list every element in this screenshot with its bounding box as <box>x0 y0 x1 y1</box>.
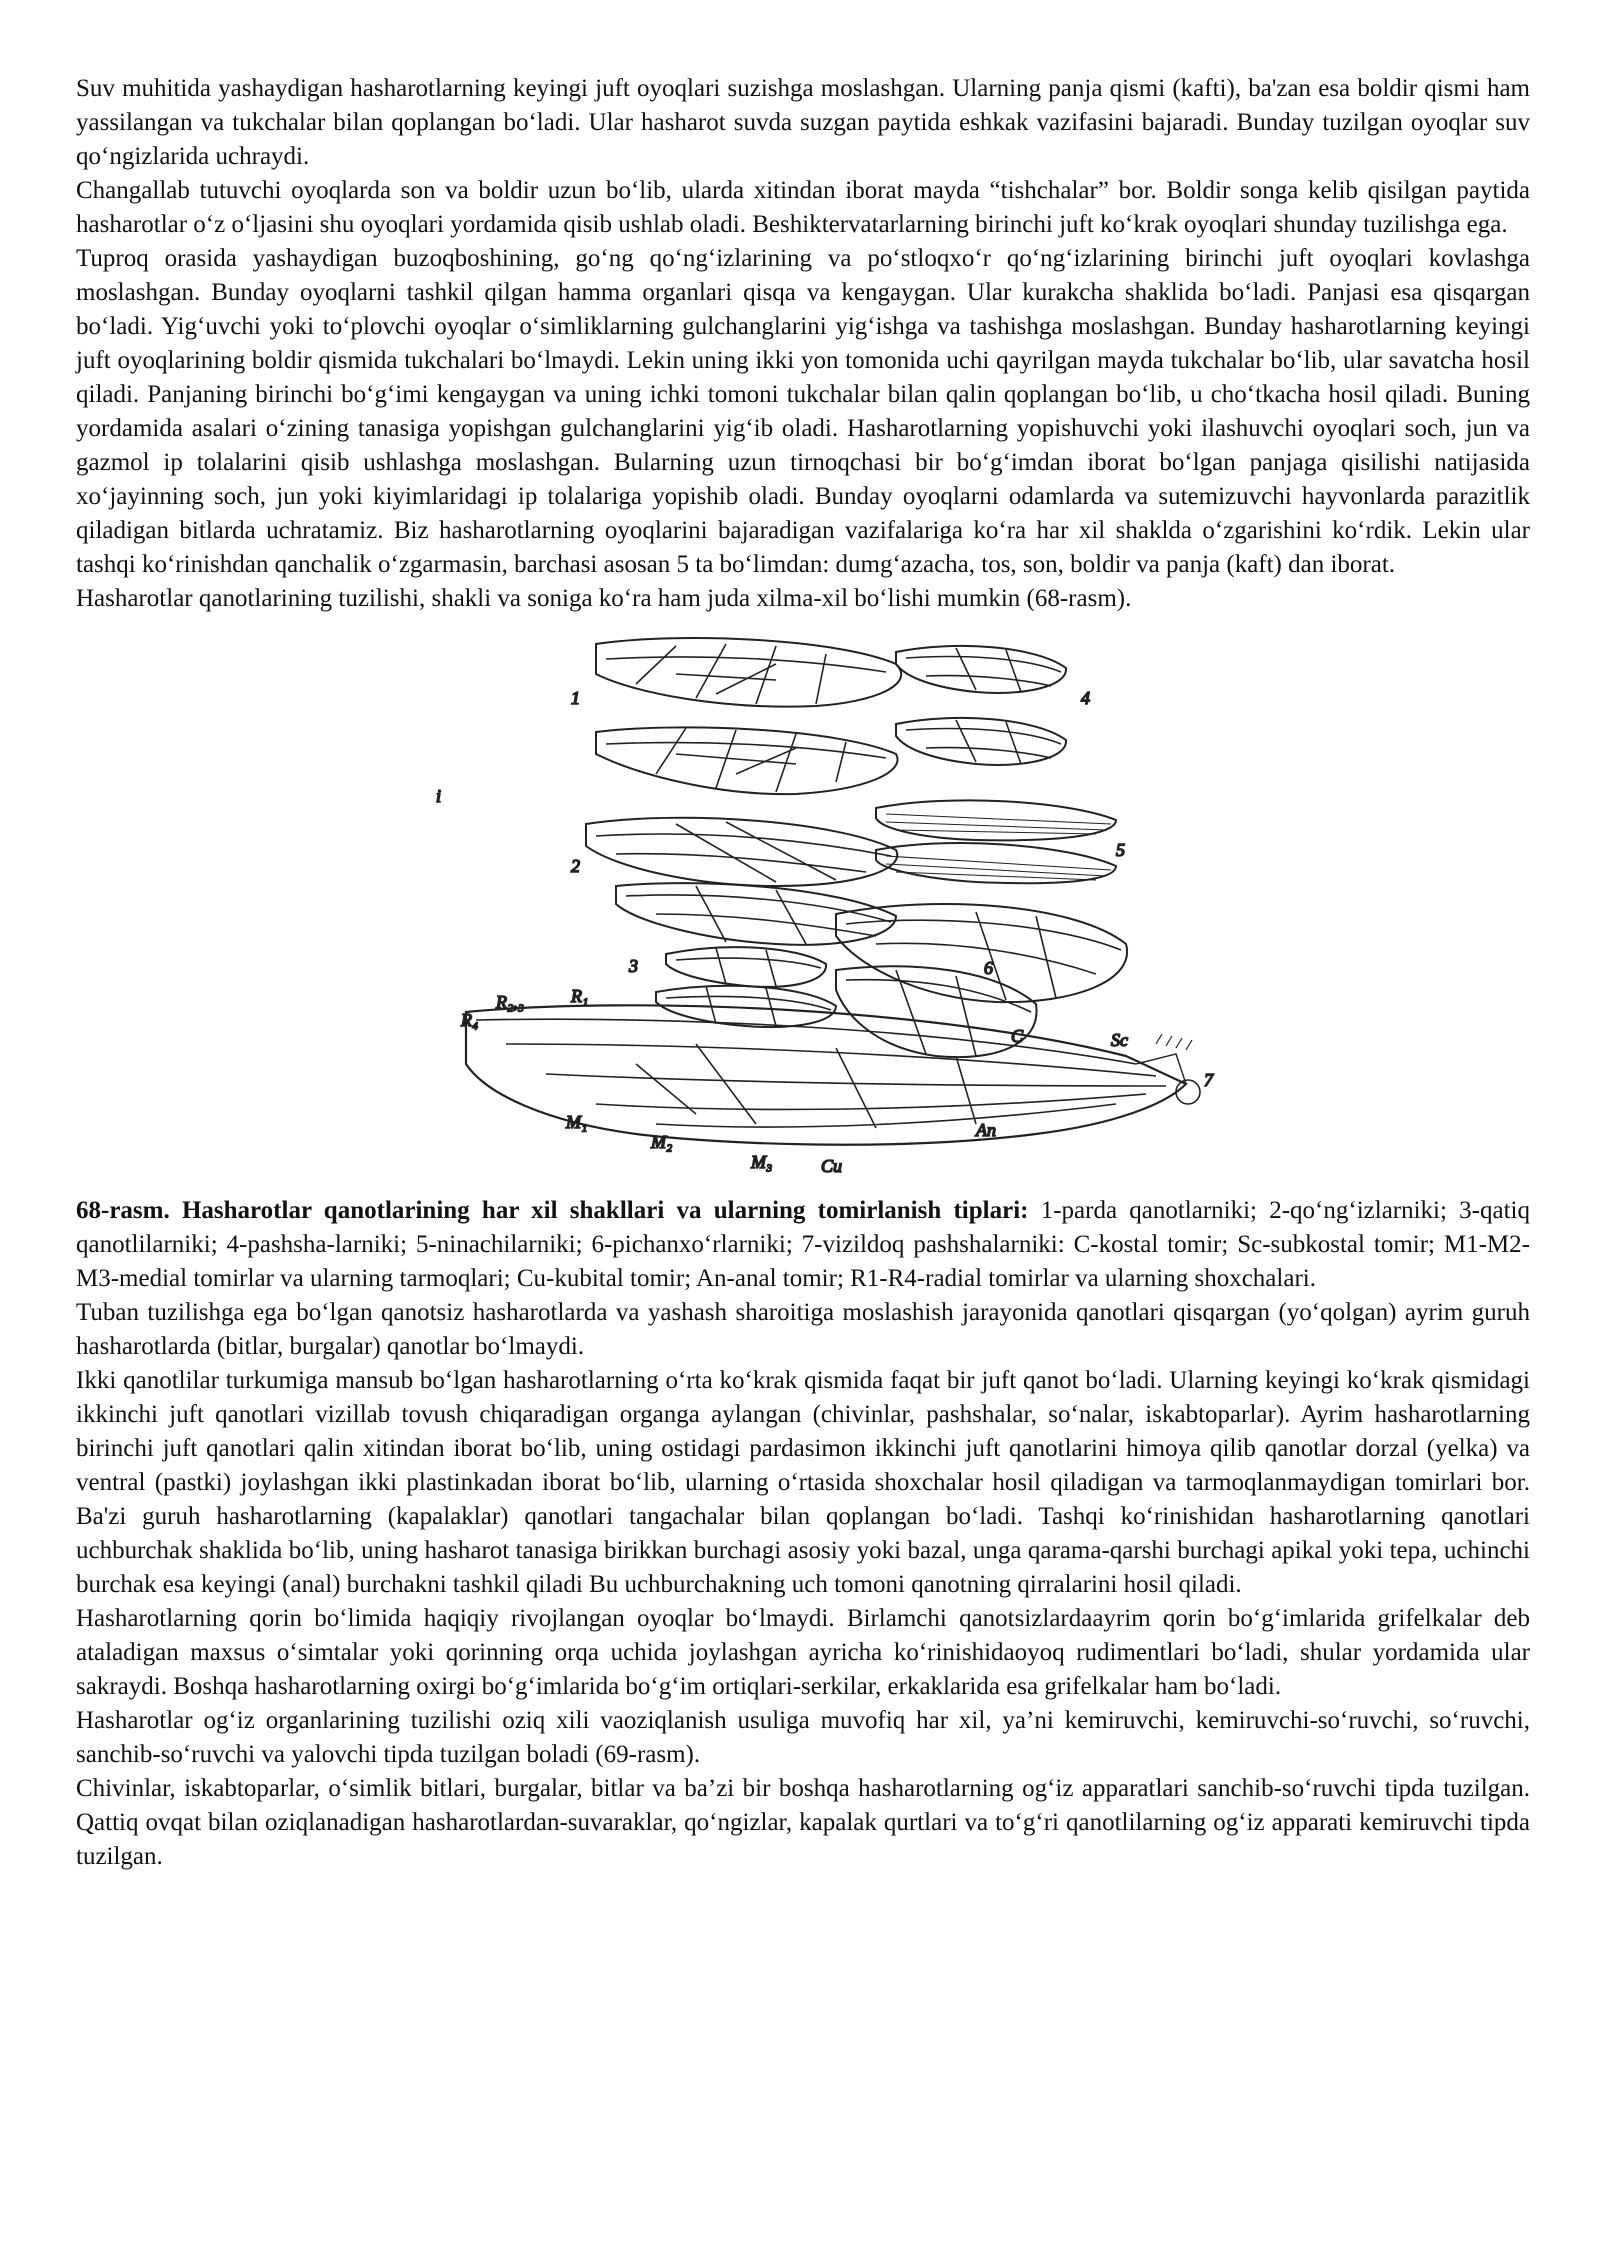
paragraph: Hasharotlarning qorin bo‘limida haqiqiy rivojlangan oyoqlar bo‘lmaydi. Birlamchi qanotsizlardaayrim qorin bo‘g‘imlarida grifelkalar deb ataladigan maxsus o‘simtalar yoki qorinning orqa uchida joylashgan ayricha ko‘rinishidaoyoq rudimentlari bo‘ladi, shular yordamida ular sakraydi. Boshqa hasharotlarning oxirgi bo‘g‘imlarida bo‘g‘im ortiqlari-serkilar, erkaklarida esa grifelkalar ham bo‘ladi. <box>76 1605 1530 1700</box>
insect-wings-figure <box>76 624 1530 1190</box>
wing-1-upper <box>596 638 901 707</box>
wings-illustration <box>76 624 1530 1190</box>
figure-side-mark: i <box>436 786 442 806</box>
top-text <box>76 72 1530 616</box>
caption-title: 68-rasm. Hasharotlar qanotlarining har xil shakllari va ularning tomirlanish tiplari: <box>76 1197 1029 1224</box>
bottom-text <box>76 1296 1530 1874</box>
wing-5 <box>876 800 1116 883</box>
wing-6 <box>836 904 1127 1057</box>
figure-number-label: 1 <box>571 688 580 708</box>
wing-3 <box>656 947 836 1027</box>
paragraph: Chivinlar, iskabtoparlar, o‘simlik bitlari, burgalar, bitlar va ba’zi bir boshqa hasharotlarning og‘iz apparatlari sanchib-so‘ruvchi tipda tuzilgan. Qattiq ovqat bilan oziqlanadigan hasharotlardan-suvaraklar, qo‘ngizlar, kapalak qurtlari va to‘g‘ri qanotlilarning og‘iz apparati kemiruvchi tipda tuzilgan. <box>76 1775 1530 1870</box>
paragraph: Tuban tuzilishga ega bo‘lgan qanotsiz hasharotlarda va yashash sharoitiga moslashish jarayonida qanotlari qisqargan (yo‘qolgan) ayrim guruh hasharotlarda (bitlar, burgalar) qanotlar bo‘lmaydi. <box>76 1299 1530 1360</box>
paragraph: Hasharotlar og‘iz organlarining tuzilishi oziq xili vaoziqlanish usuliga muvofiq har xil, ya’ni kemiruvchi, kemiruvchi-so‘ruvchi, so‘ruvchi, sanchib-so‘ruvchi va yalovchi tipda tuzilgan boladi (69-rasm). <box>76 1707 1530 1768</box>
vein-label-r1: R₁ <box>571 986 589 1006</box>
figure-number-label: 2 <box>571 856 580 876</box>
paragraph: Changallab tutuvchi oyoqlarda son va boldir uzun bo‘lib, ularda xitindan iborat mayda “tishchalar” bor. Boldir songa kelib qisilgan paytida hasharotlar o‘z o‘ljasini shu oyoqlari yordamida qisib ushlab oladi. Beshiktervatarlarning birinchi juft ko‘krak oyoqlari shunday tuzilishga ega. <box>76 177 1530 238</box>
figure-number-label: 3 <box>629 956 638 976</box>
vein-label-m1: M₁ <box>566 1112 588 1132</box>
vein-label-cu: Cu <box>821 1156 843 1176</box>
vein-label-r23: R₂,₃ <box>496 992 525 1012</box>
vein-label-c: C <box>1011 1026 1024 1046</box>
figure-number-label: 5 <box>1116 840 1125 860</box>
paragraph: Ikki qanotlilar turkumiga mansub bo‘lgan hasharotlarning o‘rta ko‘krak qismida faqat bir juft qanot bo‘ladi. Ularning keyingi ko‘krak qismidagi ikkinchi juft qanotlari vizillab tovush chiqaradigan organga aylangan (chivinlar, pashshalar, so‘nalar, iskabtoparlar). Ayrim hasharotlarning birinchi juft qanotlari qalin xitindan iborat bo‘lib, uning ostidagi pardasimon ikkinchi juft qanotlarini himoya qilib qanotlar dorzal (yelka) va ventral (pastki) joylashgan ikki plastinkadan iborat bo‘lib, ularning o‘rtasida shoxchalar hosil qiladigan va tarmoqlanmaydigan tomirlari bor. Ba'zi guruh hasharotlarning (kapalaklar) qanotlari tangachalar bilan qoplangan bo‘ladi. Tashqi ko‘rinishidan hasharotlarning qanotlari uchburchak shaklida bo‘lib, uning hasharot tanasiga birikkan burchagi asosiy yoki bazal, unga qarama-qarshi burchagi apikal yoki tepa, uchinchi burchak esa keyingi (anal) burchakni tashkil qiladi Bu uchburchakning uch tomoni qanotning qirralarini hosil qiladi. <box>76 1367 1530 1598</box>
figure-number-label: 7 <box>1204 1070 1213 1090</box>
paragraph: Suv muhitida yashaydigan hasharotlarning keyingi juft oyoqlari suzishga moslashgan. Ularning panja qismi (kafti), ba'zan esa boldir qismi ham yassilangan va tukchalar bilan qoplangan bo‘ladi. Ular hasharot suvda suzgan paytida eshkak vazifasini bajaradi. Bunday tuzilgan oyoqlar suv qo‘ngizlarida uchraydi. <box>76 75 1530 170</box>
figure-number-label: 6 <box>984 958 993 978</box>
wing-2-upper <box>586 818 897 886</box>
wing-1-lower <box>596 727 898 794</box>
document-page <box>76 72 1530 1874</box>
vein-label-an: An <box>976 1120 996 1140</box>
wing-4 <box>896 646 1066 765</box>
paragraph: Tuproq orasida yashaydigan buzoqboshining, go‘ng qo‘ng‘izlarining va po‘stloqxo‘r qo‘ng‘izlarining birinchi juft oyoqlari kovlashga moslashgan. Bunday oyoqlarni tashkil qilgan hamma organlari qisqa va kengaygan. Ular kurakcha shaklida bo‘ladi. Panjasi esa qisqargan bo‘ladi. Yig‘uvchi yoki to‘plovchi oyoqlar o‘simliklarning gulchanglarini yig‘ishga va tashishga moslashgan. Bunday hasharotlarning keyingi juft oyoqlarining boldir qismida tukchalari bo‘lmaydi. Lekin uning ikki yon tomonida uchi qayrilgan mayda tukchalar bo‘lib, ular savatcha hosil qiladi. Panjaning birinchi bo‘g‘imi kengaygan va uning ichki tomoni tukchalar bilan qalin qoplangan bo‘lib, u cho‘tkacha hosil qiladi. Buning yordamida asalari o‘zining tanasiga yopishgan gulchanglarini yig‘ib oladi. Hasharotlarning yopishuvchi yoki ilashuvchi oyoqlari soch, jun va gazmol ip tolalarini qisib ushlashga moslashgan. Bularning uzun tirnoqchasi bir bo‘g‘imdan iborat bo‘lgan panjaga qisilishi natijasida xo‘jayinning soch, jun yoki kiyimlaridagi ip tolalariga yopishib oladi. Bunday oyoqlarni odamlarda va sutemizuvchi hayvonlarda parazitlik qiladigan bitlarda uchratamiz. Biz hasharotlarning oyoqlarini bajaradigan vazifalariga ko‘ra har xil shaklda o‘zgarishini ko‘rdik. Lekin ular tashqi ko‘rinishdan qanchalik o‘zgarmasin, barchasi asosan 5 ta bo‘limdan: dumg‘azacha, tos, son, boldir va panja (kaft) dan iborat. <box>76 245 1530 578</box>
caption-text: 1-parda qanotlarniki; 2-qo‘ng‘izlarniki; 3-qatiq qanotlilarniki; 4-pashsha-larniki; 5-ninachilarniki; 6-pichanxo‘rlarniki; 7-vizildoq pashshalarniki: C-kostal tomir; Sc-subkostal tomir; M1-M2-M3-medial tomirlar va ularning tarmoqlari; Cu-kubital tomir; An-anal tomir; R1-R4-radial tomirlar va ularning shoxchalari. <box>76 1197 1530 1292</box>
wing-2-lower <box>616 883 896 945</box>
figure-number-label: 4 <box>1081 688 1090 708</box>
vein-label-m2: M₂ <box>651 1132 673 1152</box>
vein-label-r4: R₄ <box>461 1010 479 1030</box>
figure-caption <box>76 1194 1530 1296</box>
paragraph: Hasharotlar qanotlarining tuzilishi, shakli va soniga ko‘ra ham juda xilma-xil bo‘lishi mumkin (68-rasm). <box>76 585 1132 612</box>
vein-label-m3: M₃ <box>751 1152 773 1172</box>
vein-label-sc: Sc <box>1111 1030 1128 1050</box>
